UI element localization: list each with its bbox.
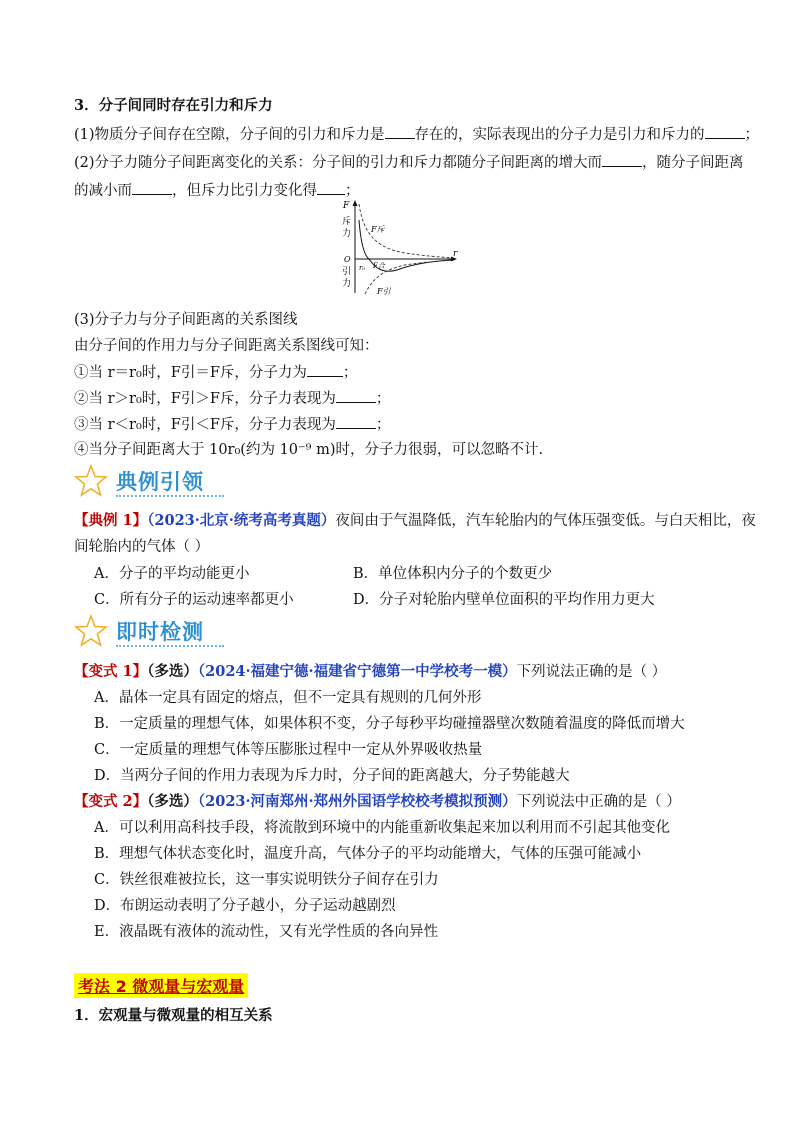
- graph-label-li2: 力: [342, 279, 352, 289]
- subheading-3: 3．分子间同时存在引力和斥力: [74, 97, 273, 114]
- example-1-option-b: B．单位体积内分子的个数更少: [353, 566, 553, 582]
- case-4: ④当分子间距离大于 10r₀(约为 10⁻⁹ m)时，分子力很弱，可以忽略不计.: [74, 442, 544, 458]
- variant-1-option-a: A．晶体一定具有固定的熔点，但不一定具有规则的几何外形: [94, 690, 482, 706]
- case-3: ③当 r＜r₀时，F引＜F斥，分子力表现为 ；: [74, 414, 390, 435]
- example-1-option-a: A．分子的平均动能更小: [94, 566, 250, 582]
- variant-2-option-a: A．可以利用高科技手段，将流散到环境中的内能重新收集起来加以利用而不引起其他变化: [94, 820, 670, 836]
- method-2-heading: 考法 2 微观量与宏观量: [74, 973, 248, 998]
- molecular-force-graph: [335, 198, 465, 298]
- section-example-header: [74, 464, 274, 500]
- blank: [336, 414, 376, 429]
- graph-label-fhe: F合: [373, 262, 385, 270]
- section-title: 即时检测: [116, 620, 204, 644]
- graph-label-li: 力: [342, 229, 352, 239]
- variant-2-option-d: D．布朗运动表明了分子越小，分子运动越剧烈: [94, 898, 396, 914]
- blank: [602, 152, 642, 167]
- blank: [307, 362, 343, 377]
- variant-1-option-d: D．当两分子间的作用力表现为斥力时，分子间的距离越大，分子势能越大: [94, 768, 570, 784]
- graph-label-r0: r₀: [359, 264, 366, 272]
- graph-label-chi: 斥: [342, 217, 352, 227]
- blank: [336, 388, 376, 403]
- variant-1-option-b: B．一定质量的理想气体，如果体积不变，分子每秒平均碰撞器壁次数随着温度的降低而增大: [94, 716, 685, 732]
- variant-2-option-c: C．铁丝很难被拉长，这一事实说明铁分子间存在引力: [94, 872, 439, 888]
- blank: [317, 180, 345, 195]
- blank: [132, 180, 172, 195]
- section-check-header: [74, 614, 274, 650]
- variant-2-option-b: B．理想气体状态变化时，温度升高，气体分子的平均动能增大，气体的压强可能减小: [94, 846, 642, 862]
- paragraph-2: (2)分子力随分子间距离变化的关系：分子间的引力和斥力都随分子间距离的增大而 ，随分子间距离: [74, 152, 744, 173]
- graph-label-r: r: [453, 249, 458, 259]
- section-underline: [116, 495, 224, 497]
- section-title: 典例引领: [116, 470, 204, 494]
- paragraph-1: (1)物质分子间存在空隙，分子间的引力和斥力是 存在的，实际表现出的分子力是引力和斥力的 ；: [74, 124, 759, 145]
- example-1-option-d: D．分子对轮胎内壁单位面积的平均作用力更大: [353, 592, 655, 608]
- paragraph-4: 由分子间的作用力与分子间距离关系图线可知：: [74, 338, 379, 354]
- graph-label-fyin: F引: [377, 287, 391, 296]
- blank: [705, 124, 745, 139]
- example-1-question: 【典例 1】（2023·北京·统考高考真题）夜间由于气温降低，汽车轮胎内的气体压强变低。与白天相比，夜: [74, 512, 756, 529]
- variant-1-option-c: C．一定质量的理想气体等压膨胀过程中一定从外界吸收热量: [94, 742, 483, 758]
- paragraph-2-cont: 的减小而 ，但斥力比引力变化得 ；: [74, 180, 360, 201]
- star-icon: [74, 464, 108, 498]
- example-1-option-c: C．所有分子的运动速率都更小: [94, 592, 294, 608]
- variant-1-question: 【变式 1】（多选）（2024·福建宁德·福建省宁德第一中学校考一模）下列说法正确的是（ ）: [74, 663, 667, 680]
- graph-label-yin: 引: [342, 267, 352, 277]
- paragraph-3: (3)分子力与分子间距离的关系图线: [74, 312, 298, 328]
- subheading-1: 1．宏观量与微观量的相互关系: [74, 1007, 273, 1024]
- blank: [385, 124, 415, 139]
- example-1-question-cont: 间轮胎内的气体（ ）: [74, 539, 210, 555]
- star-icon: [74, 614, 108, 648]
- graph-label-fchi: F斥: [371, 225, 385, 234]
- case-2: ②当 r＞r₀时，F引＞F斥，分子力表现为 ；: [74, 388, 390, 409]
- variant-2-question: 【变式 2】（多选）（2023·河南郑州·郑州外国语学校校考模拟预测）下列说法中正确的是（ ）: [74, 793, 681, 810]
- variant-2-option-e: E．液晶既有液体的流动性，又有光学性质的各向异性: [94, 924, 439, 940]
- graph-label-o: O: [344, 255, 351, 264]
- f-axis-arrow: [353, 200, 358, 206]
- graph-label-f: F: [343, 201, 350, 211]
- section-underline: [116, 645, 224, 647]
- case-1: ①当 r＝r₀时，F引＝F斥，分子力为 ；: [74, 362, 357, 383]
